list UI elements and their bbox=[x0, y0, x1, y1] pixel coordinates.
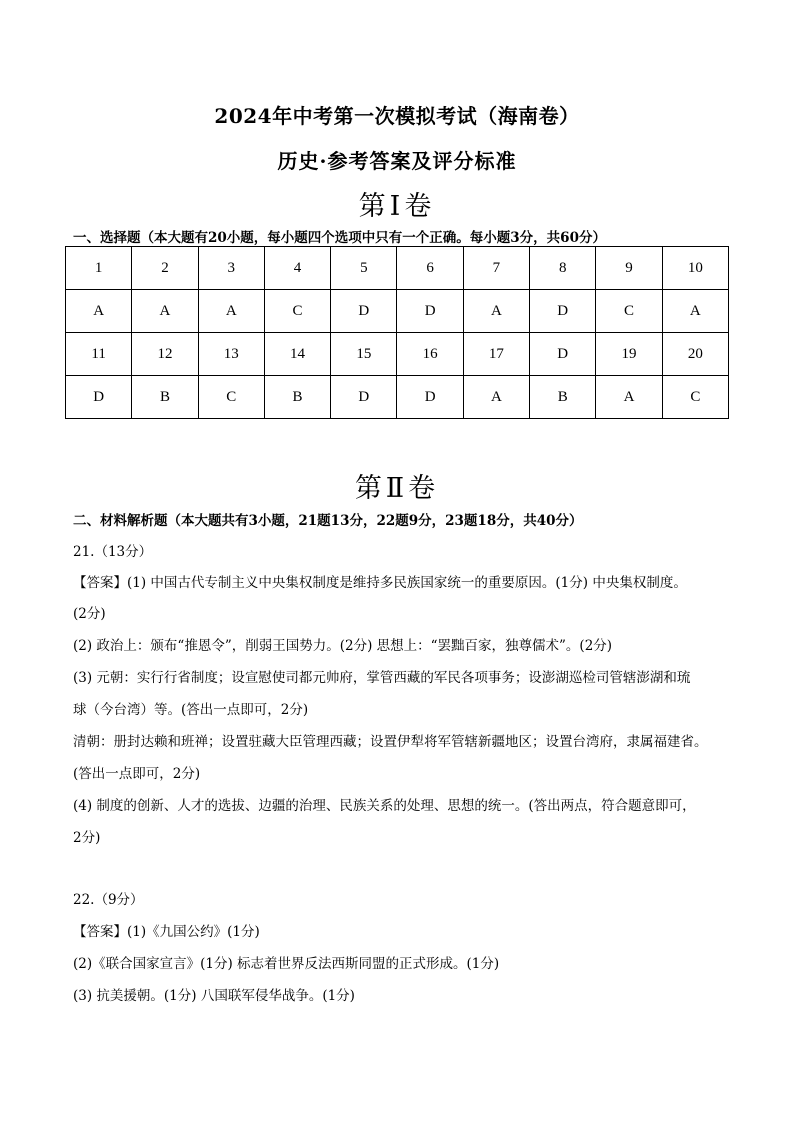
answer-cell: C bbox=[198, 376, 264, 419]
question-number-cell: D bbox=[530, 333, 596, 376]
answer-line: 2分) bbox=[73, 830, 101, 846]
answer-line: (2) 政治上：颁布“推恩令”，削弱王国势力。(2分) 思想上：“罢黜百家，独尊儒术”。(2分) bbox=[73, 638, 613, 654]
answer-cell: C bbox=[596, 290, 662, 333]
answer-line: (2分) bbox=[73, 606, 106, 622]
answer-cell: D bbox=[66, 376, 132, 419]
answer-cell: A bbox=[66, 290, 132, 333]
answer-line: 【答案】(1) 中国古代专制主义中央集权制度是维持多民族国家统一的重要原因。(1分) 中央集权制度。 bbox=[73, 575, 687, 591]
answer-table bbox=[65, 246, 729, 419]
question-number-cell: 20 bbox=[662, 333, 728, 376]
part2-heading: 第Ⅱ卷 bbox=[354, 473, 440, 504]
answer-table-row bbox=[66, 333, 729, 376]
answer-cell: A bbox=[662, 290, 728, 333]
question-number-cell: 10 bbox=[662, 247, 728, 290]
answer-cell: B bbox=[530, 376, 596, 419]
question-number-cell: 7 bbox=[463, 247, 529, 290]
answer-table-row bbox=[66, 290, 729, 333]
question-number-cell: 4 bbox=[264, 247, 330, 290]
answer-cell: A bbox=[596, 376, 662, 419]
answer-line: 清朝：册封达赖和班禅；设置驻藏大臣管理西藏；设置伊犁将军管辖新疆地区；设置台湾府，隶属福建省。 bbox=[73, 734, 708, 750]
question-number-cell: 9 bbox=[596, 247, 662, 290]
question-number-cell: 19 bbox=[596, 333, 662, 376]
question-number-cell: 1 bbox=[66, 247, 132, 290]
answer-cell: C bbox=[264, 290, 330, 333]
answer-cell: C bbox=[662, 376, 728, 419]
answer-line: (答出一点即可，2分) bbox=[73, 766, 201, 782]
question-number-cell: 8 bbox=[530, 247, 596, 290]
question-number-cell: 13 bbox=[198, 333, 264, 376]
answer-cell: A bbox=[463, 290, 529, 333]
answer-table-row bbox=[66, 247, 729, 290]
part1-section-title: 一、选择题（本大题有20小题，每小题四个选项中只有一个正确。每小题3分，共60分） bbox=[73, 230, 606, 246]
answer-line: (2)《联合国家宣言》(1分) 标志着世界反法西斯同盟的正式形成。(1分) bbox=[73, 956, 500, 972]
part2-section-title: 二、材料解析题（本大题共有3小题，21题13分，22题9分，23题18分，共40分） bbox=[73, 513, 583, 529]
answer-cell: A bbox=[198, 290, 264, 333]
answer-line: (3) 元朝：实行行省制度；设宣慰使司都元帅府，掌管西藏的军民各项事务；设澎湖巡检司管辖澎湖和琉 bbox=[73, 670, 691, 686]
answer-cell: D bbox=[397, 376, 463, 419]
answer-line: 球（今台湾）等。(答出一点即可，2分) bbox=[73, 702, 309, 718]
question-number-cell: 3 bbox=[198, 247, 264, 290]
question-number-cell: 17 bbox=[463, 333, 529, 376]
q21-heading: 21.（13分） bbox=[73, 544, 153, 560]
question-number-cell: 12 bbox=[132, 333, 198, 376]
part1-heading: 第Ⅰ卷 bbox=[358, 191, 436, 222]
answer-cell: B bbox=[264, 376, 330, 419]
answer-cell: D bbox=[530, 290, 596, 333]
answer-cell: D bbox=[397, 290, 463, 333]
question-number-cell: 5 bbox=[331, 247, 397, 290]
question-number-cell: 14 bbox=[264, 333, 330, 376]
question-number-cell: 15 bbox=[331, 333, 397, 376]
question-number-cell: 6 bbox=[397, 247, 463, 290]
answer-line: 【答案】(1)《九国公约》(1分) bbox=[73, 924, 260, 940]
question-number-cell: 11 bbox=[66, 333, 132, 376]
answer-cell: A bbox=[132, 290, 198, 333]
exam-subtitle: 历史·参考答案及评分标准 bbox=[277, 149, 517, 173]
answer-cell: D bbox=[331, 376, 397, 419]
answer-cell: B bbox=[132, 376, 198, 419]
q22-heading: 22.（9分） bbox=[73, 892, 144, 908]
question-number-cell: 16 bbox=[397, 333, 463, 376]
answer-cell: D bbox=[331, 290, 397, 333]
question-number-cell: 2 bbox=[132, 247, 198, 290]
answer-line: (3) 抗美援朝。(1分) 八国联军侵华战争。(1分) bbox=[73, 988, 355, 1004]
exam-title: 2024年中考第一次模拟考试（海南卷） bbox=[214, 104, 580, 128]
answer-table-row bbox=[66, 376, 729, 419]
answer-cell: A bbox=[463, 376, 529, 419]
answer-line: (4) 制度的创新、人才的选拔、边疆的治理、民族关系的处理、思想的统一。(答出两点，符合题意即可， bbox=[73, 798, 696, 814]
